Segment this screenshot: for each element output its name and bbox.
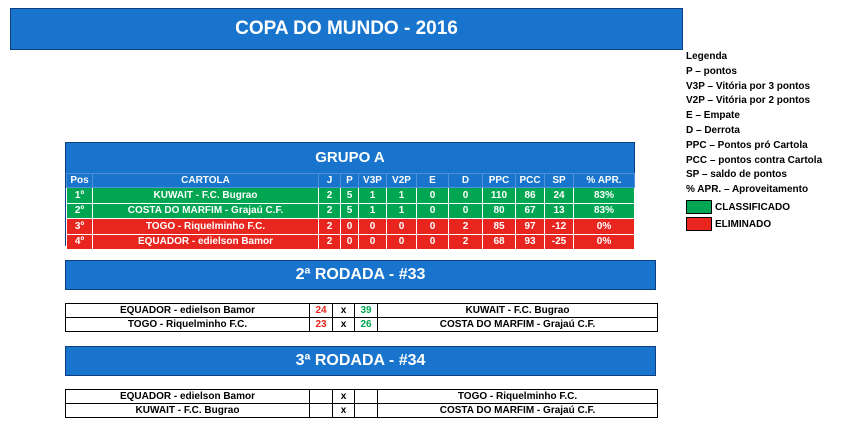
legend-item: % APR. – Aproveitamento [686,184,809,196]
match-row [66,318,658,332]
page-title: COPA DO MUNDO - 2016 [10,8,683,50]
team-name-cell: COSTA DO MARFIM - Grajaú C.F. [93,203,319,219]
table-cell: 67 [516,203,545,219]
table-row [67,219,635,235]
table-cell: 0 [449,188,483,204]
table-cell: -25 [545,234,574,250]
table-cell: 80 [483,203,516,219]
table-cell: 2 [449,234,483,250]
table-header-row [67,174,635,188]
away-score [355,404,378,418]
table-cell: 1 [387,188,417,204]
table-cell: 5 [341,203,359,219]
home-score [310,404,333,418]
table-cell: 0 [341,219,359,235]
legend-item: PCC – pontos contra Cartola [686,154,823,166]
table-cell: 0% [574,234,635,250]
table-cell: 2 [319,188,341,204]
header-cell: V3P [359,174,387,188]
table-cell: 110 [483,188,516,204]
table-cell: 0 [417,234,449,250]
home-team: EQUADOR - edielson Bamor [66,304,310,318]
table-cell: 0 [387,219,417,235]
classified-swatch [686,200,712,214]
table-cell: 2 [319,234,341,250]
versus-separator: x [333,404,355,418]
table-cell: 1º [67,188,93,204]
versus-separator: x [333,390,355,404]
legend-item: SP – saldo de pontos [686,169,787,181]
home-score [310,390,333,404]
group-panel [65,142,635,246]
table-cell: 1 [387,203,417,219]
table-cell: 68 [483,234,516,250]
versus-separator: x [333,304,355,318]
eliminated-label: ELIMINADO [715,218,772,230]
group-standings-table [66,173,635,250]
table-cell: 1 [359,188,387,204]
away-score [355,390,378,404]
eliminated-swatch [686,217,712,231]
table-cell: 0 [417,203,449,219]
header-cell: V2P [387,174,417,188]
team-name-cell: EQUADOR - edielson Bamor [93,234,319,250]
legend-item: V3P – Vitória por 3 pontos [686,80,811,92]
legend-item: E – Empate [686,110,740,122]
table-cell: 0 [417,188,449,204]
table-cell: 83% [574,203,635,219]
header-cell: CARTOLA [93,174,319,188]
table-cell: 0 [387,234,417,250]
round-2-title: 2ª RODADA - #33 [65,260,656,290]
home-team: TOGO - Riquelminho F.C. [66,318,310,332]
table-row [67,188,635,204]
match-row [66,404,658,418]
away-team: TOGO - Riquelminho F.C. [378,390,658,404]
home-score: 23 [310,318,333,332]
home-team: EQUADOR - edielson Bamor [66,390,310,404]
home-team: KUWAIT - F.C. Bugrao [66,404,310,418]
header-cell: PPC [483,174,516,188]
header-cell: PCC [516,174,545,188]
away-team: KUWAIT - F.C. Bugrao [378,304,658,318]
table-cell: 3º [67,219,93,235]
table-cell: 1 [359,203,387,219]
header-cell: Pos [67,174,93,188]
group-title: GRUPO A [315,148,385,166]
table-cell: 0 [359,234,387,250]
table-row [67,234,635,250]
header-cell: E [417,174,449,188]
table-cell: 0 [341,234,359,250]
table-cell: 83% [574,188,635,204]
versus-separator: x [333,318,355,332]
away-team: COSTA DO MARFIM - Grajaú C.F. [378,404,658,418]
table-cell: 86 [516,188,545,204]
table-cell: 0% [574,219,635,235]
legend-heading: Legenda [686,51,728,62]
away-score: 26 [355,318,378,332]
classified-label: CLASSIFICADO [715,201,790,213]
round-3-title: 3ª RODADA - #34 [65,346,656,376]
header-cell: % APR. [574,174,635,188]
home-score: 24 [310,304,333,318]
table-cell: 2 [449,219,483,235]
table-cell: 0 [417,219,449,235]
header-cell: D [449,174,483,188]
legend-eliminated [686,217,846,232]
table-cell: 24 [545,188,574,204]
header-cell: SP [545,174,574,188]
round-2-matches [65,303,658,332]
table-cell: 93 [516,234,545,250]
match-row [66,304,658,318]
away-team: COSTA DO MARFIM - Grajaú C.F. [378,318,658,332]
table-cell: 13 [545,203,574,219]
legend-item: P – pontos [686,65,737,77]
table-cell: 97 [516,219,545,235]
legend-item: D – Derrota [686,124,740,136]
round-3-matches [65,389,658,418]
match-row [66,390,658,404]
legend-item: PPC – Pontos pró Cartola [686,139,808,151]
table-cell: 0 [359,219,387,235]
table-row [67,203,635,219]
header-cell: P [341,174,359,188]
table-cell: 5 [341,188,359,204]
legend-panel [686,50,846,232]
table-cell: 2º [67,203,93,219]
table-cell: 2 [319,219,341,235]
table-cell: 0 [449,203,483,219]
table-cell: 85 [483,219,516,235]
table-cell: -12 [545,219,574,235]
team-name-cell: KUWAIT - F.C. Bugrao [93,188,319,204]
legend-classified [686,200,846,215]
away-score: 39 [355,304,378,318]
table-cell: 4º [67,234,93,250]
table-cell: 2 [319,203,341,219]
team-name-cell: TOGO - Riquelminho F.C. [93,219,319,235]
legend-item: V2P – Vitória por 2 pontos [686,95,811,107]
header-cell: J [319,174,341,188]
